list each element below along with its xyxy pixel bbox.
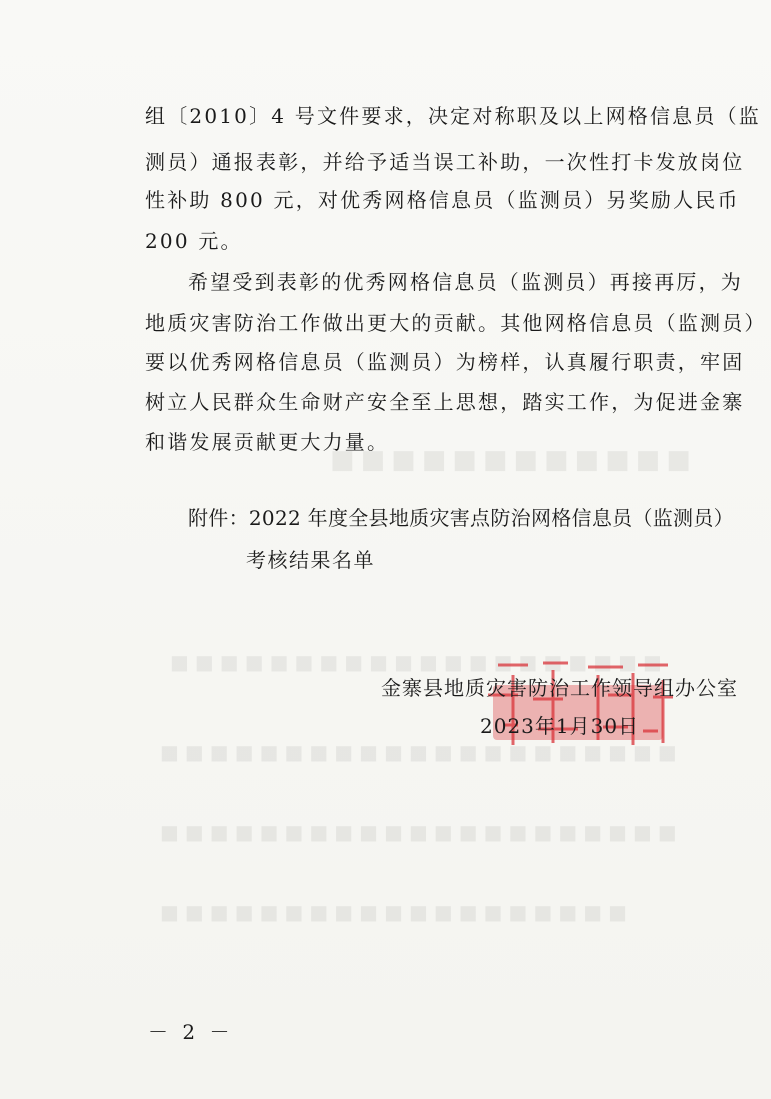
body-line: 树立人民群众生命财产安全至上思想，踏实工作，为促进金寨 (145, 390, 745, 414)
bleed-through-texture: ■■■■■■■■■■■■■■■■■■■ (160, 900, 634, 924)
body-line: 组〔2010〕4 号文件要求，决定对称职及以上网格信息员（监 (145, 104, 761, 128)
body-line: 和谐发展贡献更大力量。 (145, 430, 390, 454)
bleed-through-texture: ■■■■■■■■■■■■ (330, 445, 697, 475)
body-line: 地质灾害防治工作做出更大的贡献。其他网格信息员（监测员） (145, 311, 767, 335)
attachment-line-2: 考核结果名单 (246, 548, 375, 572)
issue-date: 2023年1月30日 (480, 714, 640, 738)
attachment-line-1: 附件：2022 年度全县地质灾害点防治网格信息员（监测员） (188, 506, 734, 530)
bleed-through-texture: ■■■■■■■■■■■■■■■■■■■■■ (160, 820, 683, 844)
body-line: 要以优秀网格信息员（监测员）为榜样，认真履行职责，牢固 (145, 350, 745, 374)
body-line: 性补助 800 元，对优秀网格信息员（监测员）另奖励人民币 (145, 188, 740, 212)
body-line: 测员）通报表彰，并给予适当误工补助，一次性打卡发放岗位 (145, 150, 745, 174)
page-number: － 2 － (148, 1020, 234, 1044)
body-line: 200 元。 (145, 229, 243, 253)
bleed-through-texture: ■■■■■■■■■■■■■■■■■■■■■ (160, 740, 683, 764)
body-line: 希望受到表彰的优秀网格信息员（监测员）再接再厉，为 (188, 270, 743, 294)
issuing-organization: 金寨县地质灾害防治工作领导组办公室 (381, 676, 738, 700)
bleed-through-texture: ■■■■■■■■■■■■■■■■■■■■ (170, 650, 668, 674)
